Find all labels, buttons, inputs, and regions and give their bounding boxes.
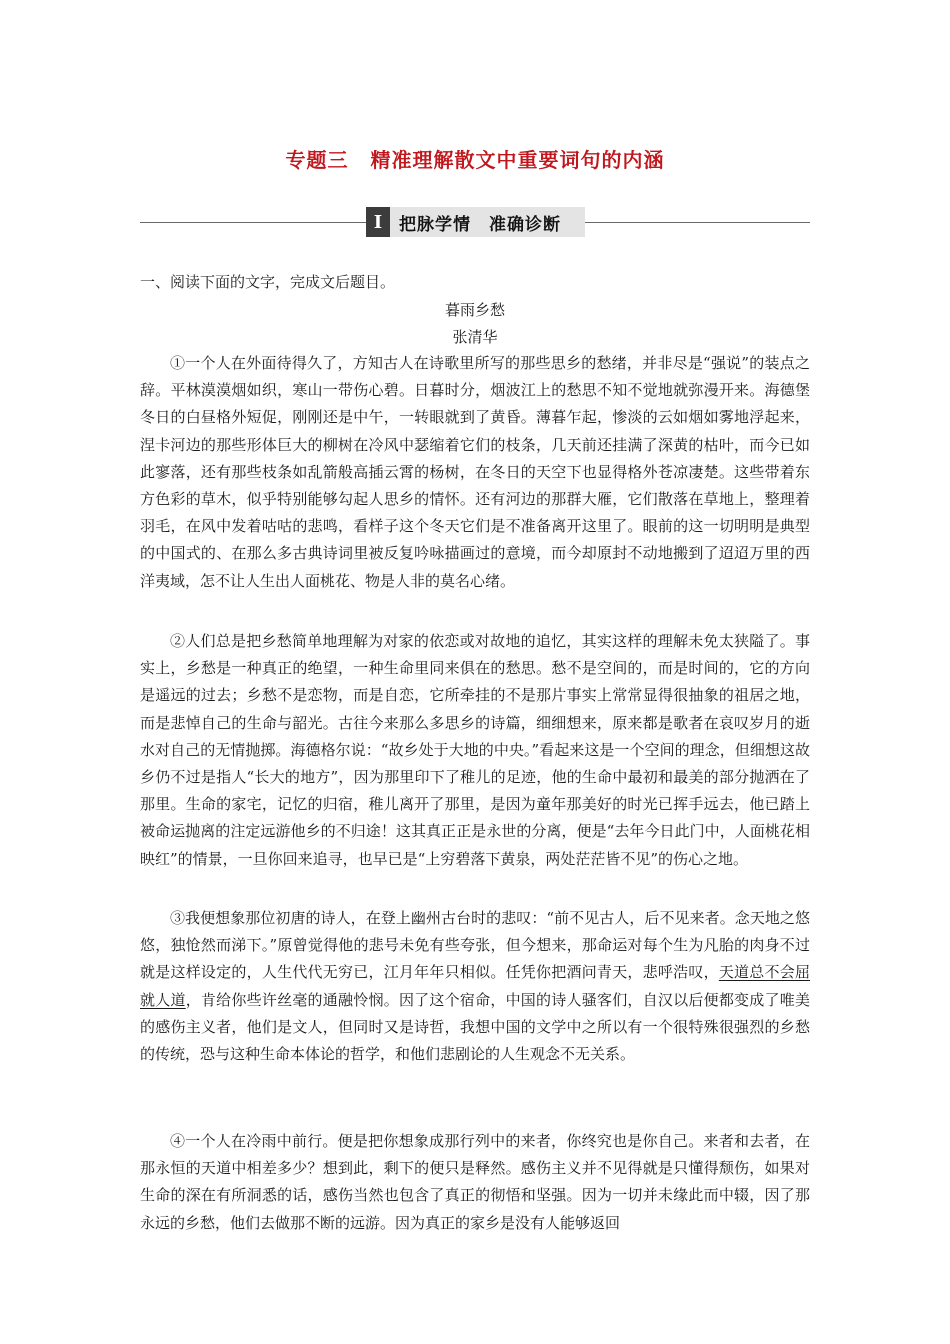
essay-paragraph-2: ②人们总是把乡愁简单地理解为对家的依恋或对故地的追忆，其实这样的理解未免太狭隘了。事实上，乡愁是一种真正的绝望，一种生命里同来俱在的愁思。愁不是空间的，而是时间的，它的方向是遥远的过去；乡愁不是恋物，而是自恋，它所牵挂的不是那片事实上常常显得很抽象的祖居之地，而是悲悼自己的生命与韶光。古往今来那么多思乡的诗篇，细细想来，原来都是歌者在哀叹岁月的逝水对自己的无情抛掷。海德格尔说：“故乡处于大地的中央。”看起来这是一个空间的理念，但细想这故乡仍不过是指人“长大的地方”，因为那里印下了稚儿的足迹，他的生命中最初和最美的部分抛洒在了那里。生命的家宅，记忆的归宿，稚儿离开了那里，是因为童年那美好的时光已挥手远去，他已踏上被命运抛离的注定远游他乡的不归途！这其真正正是永世的分离，便是“去年今日此门中，人面桃花相映红”的情景，一旦你回来追寻，也早已是“上穷碧落下黄泉，两处茫茫皆不见”的伤心之地。 xyxy=(140,632,810,868)
section-numeral: Ⅰ xyxy=(366,207,390,237)
paragraph-3-text-after: ，肯给你些许丝毫的通融怜悯。因了这个宿命，中国的诗人骚客们，自汉以后便都变成了唯美的感伤主义者，他们是文人，但同时又是诗哲，我想中国的文学中之所以有一个很特殊很强烈的乡愁的传统，恐与这种生命本体论的哲学，和他们悲剧论的人生观念不无关系。 xyxy=(140,990,810,1064)
essay-author: 张清华 xyxy=(452,328,498,346)
section-header xyxy=(366,207,585,237)
topic-number: 专题三 xyxy=(285,148,349,172)
paragraph-3-text-before: ③我便想象那位初唐的诗人，在登上幽州古台时的悲叹：“前不见古人，后不见来者。念天地之悠悠，独怆然而涕下。”原曾觉得他的悲号未免有些夸张，但今想来，那命运对每个生为凡胎的肉身不过就是这样设定的，人生代代无穷已，江月年年只相似。任凭你把酒问青天，悲呼浩叹， xyxy=(140,909,810,982)
essay-paragraph-1: ①一个人在外面待得久了，方知古人在诗歌里所写的那些思乡的愁绪，并非尽是“强说”的装点之辞。平林漠漠烟如织，寒山一带伤心碧。日暮时分，烟波江上的愁思不知不觉地就弥漫开来。海德堡冬日的白昼格外短促，刚刚还是中午，一转眼就到了黄昏。薄暮乍起，惨淡的云如烟如雾地浮起来，涅卡河边的那些形体巨大的柳树在冷风中瑟缩着它们的枝条，几天前还挂满了深黄的枯叶，而今已如此寥落，还有那些枝条如乱箭般高插云霄的杨树，在冬日的天空下也显得格外苍凉凄楚。这些带着东方色彩的草木，似乎特别能够勾起人思乡的情怀。还有河边的那群大雁，它们散落在草地上，整理着羽毛，在风中发着咕咕的悲鸣，看样子这个冬天它们是不准备离开这里了。眼前的这一切明明是典型的中国式的、在那么多古典诗词里被反复吟咏描画过的意境，而今却原封不动地搬到了迢迢万里的西洋夷域，怎不让人生出人面桃花、物是人非的莫名心绪。 xyxy=(140,354,810,590)
underlined-sentence: 天道总不会屈就人道 xyxy=(140,963,810,1009)
question-prompt: 一、阅读下面的文字，完成文后题目。 xyxy=(140,273,396,291)
page-title xyxy=(0,144,950,173)
section-label: 把脉学情 准确诊断 xyxy=(390,207,585,237)
section-rule-left xyxy=(140,222,366,223)
essay-title: 暮雨乡愁 xyxy=(444,301,505,319)
section-rule-right xyxy=(585,222,810,223)
topic-title: 精准理解散文中重要词句的内涵 xyxy=(370,148,665,172)
essay-paragraph-3 xyxy=(140,905,810,1068)
essay-paragraph-4: ④一个人在冷雨中前行。便是把你想象成那行列中的来者，你终究也是你自己。来者和去者，在那永恒的天道中相差多少？想到此，剩下的便只是释然。感伤主义并不见得就是只懂得颓伤，如果对生命的深在有所洞悉的话，感伤当然也包含了真正的彻悟和坚强。因为一切并未缘此而中辍，因了那永远的乡愁，他们去做那不断的远游。因为真正的家乡是没有人能够返回 xyxy=(140,1132,810,1232)
